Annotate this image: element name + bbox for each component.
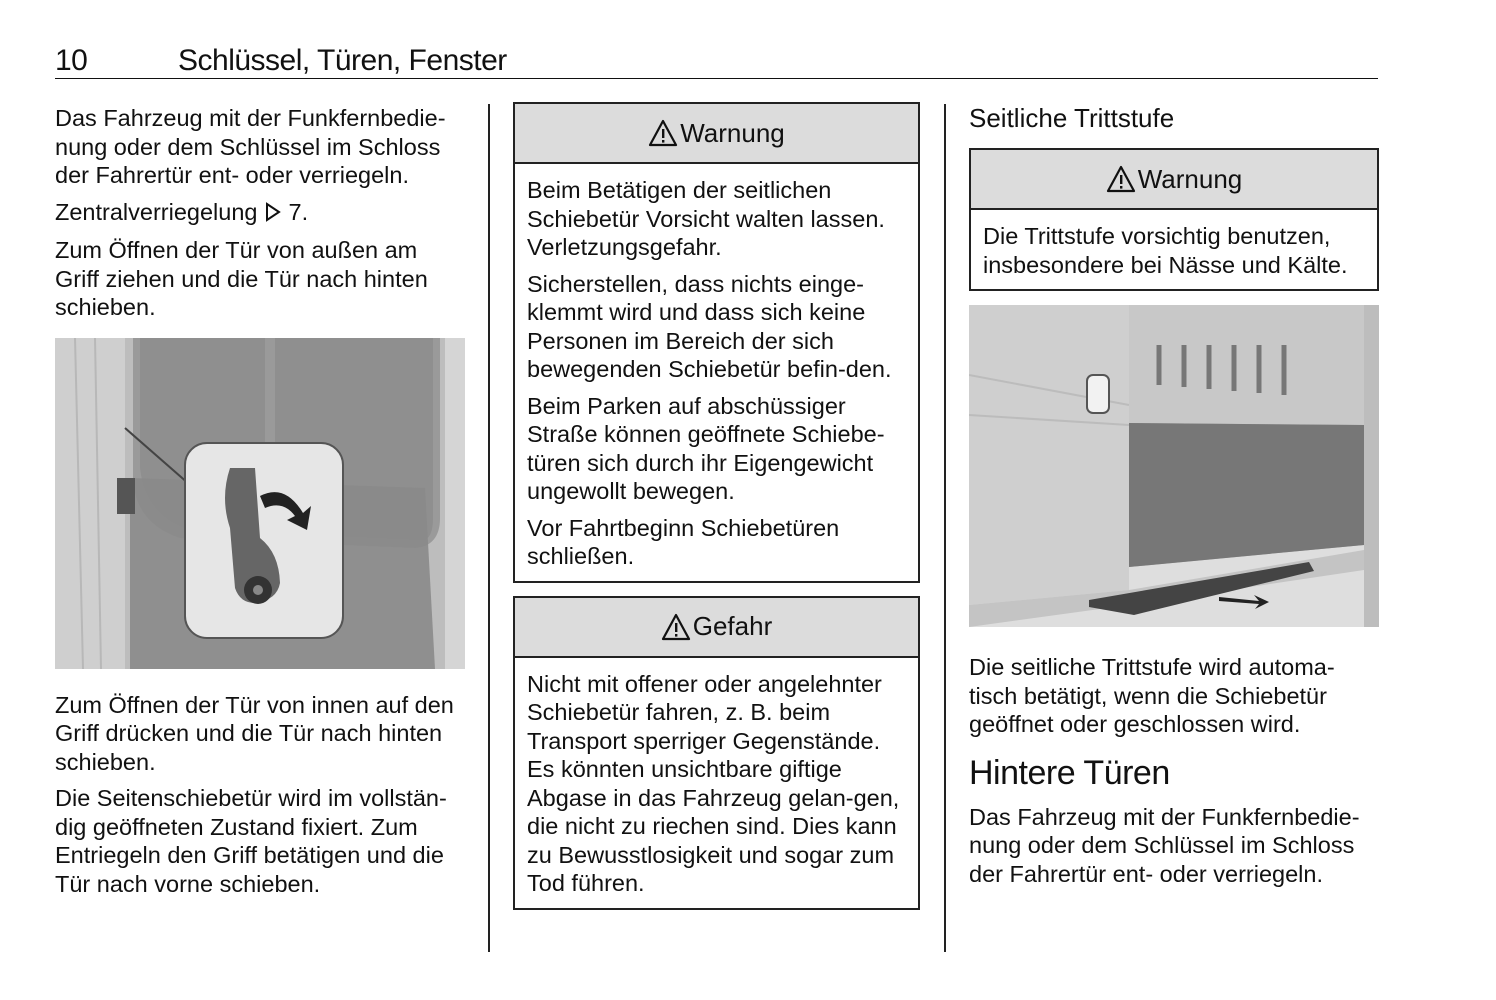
column-middle	[513, 102, 920, 923]
paragraph-fixed-open: Die Seitenschiebetür wird im vollstän-dig geöffneten Zustand fixiert. Zum Entriegeln den Griff betätigen und die Tür nach vorne schieben.	[55, 785, 447, 897]
warning-box-header	[515, 104, 918, 164]
warning-triangle-icon	[1106, 165, 1136, 193]
reference-page-link[interactable]: 7.	[288, 198, 309, 225]
warning-box-body	[971, 210, 1377, 289]
column-right	[969, 102, 1379, 896]
danger-box-header	[515, 598, 918, 658]
warning-box-sliding-door	[513, 102, 920, 583]
warning-triangle-icon	[648, 119, 678, 147]
column-left	[55, 104, 467, 906]
danger-title: Gefahr	[692, 611, 773, 642]
chapter-title: Schlüssel, Türen, Fenster	[178, 44, 507, 77]
danger-box-exhaust	[513, 596, 920, 910]
paragraph-rear-doors: Das Fahrzeug mit der Funkfernbedie-nung oder dem Schlüssel im Schloss der Fahrertür ent- oder verriegeln.	[969, 803, 1360, 887]
sliding-door-handle-illustration	[55, 338, 465, 669]
warning-paragraph-1: Die Trittstufe vorsichtig benutzen, insbesondere bei Nässe und Kälte.	[983, 223, 1348, 278]
paragraph-open-outside: Zum Öffnen der Tür von außen am Griff ziehen und die Tür nach hinten schieben.	[55, 237, 428, 320]
warning-triangle-icon	[661, 613, 691, 641]
warning-paragraph-3: Beim Parken auf abschüssiger Straße können geöffnete Schiebe-türen sich durch ihr Eigengewicht ungewollt bewegen.	[527, 392, 885, 504]
page-header	[55, 42, 1378, 79]
warning-box-body	[515, 164, 918, 581]
warning-title: Warnung	[1137, 163, 1243, 194]
warning-paragraph-4: Vor Fahrtbeginn Schiebetüren schließen.	[527, 514, 840, 569]
page-number: 10	[55, 44, 88, 77]
reference-text: Zentralverriegelung	[55, 198, 258, 225]
warning-title: Warnung	[680, 117, 785, 148]
column-divider-left	[488, 104, 490, 952]
warning-box-side-step	[969, 148, 1379, 291]
column-divider-right	[944, 104, 946, 952]
paragraph-open-inside: Zum Öffnen der Tür von innen auf den Griff drücken und die Tür nach hinten schieben.	[55, 691, 454, 775]
warning-paragraph-2: Sicherstellen, dass nichts einge-klemmt wird und dass sich keine Personen im Bereich der sich bewegenden Schiebetür befin-den.	[527, 270, 892, 382]
warning-paragraph-1: Beim Betätigen der seitlichen Schiebetür Vorsicht walten lassen. Verletzungsgefahr.	[527, 177, 885, 260]
section-heading-rear-doors: Hintere Türen	[969, 753, 1170, 792]
warning-box-header	[971, 150, 1377, 210]
danger-paragraph-1: Nicht mit offener oder angelehnter Schiebetür fahren, z. B. beim Transport sperriger Gegenstände. Es könnten unsichtbare giftige Abgase in das Fahrzeug gelan-gen, die nicht zu riechen sind. Dies kann zu Bewusstlosigkeit und sogar zum Tod führen.	[527, 670, 900, 896]
paragraph-side-step-auto: Die seitliche Trittstufe wird automa-tisch betätigt, wenn die Schiebetür geöffnet oder geschlossen wird.	[969, 654, 1335, 737]
side-step-illustration	[969, 305, 1379, 627]
reference-arrow-icon[interactable]	[264, 200, 282, 229]
paragraph-intro: Das Fahrzeug mit der Funkfernbedie-nung oder dem Schlüssel im Schloss der Fahrertür ent- oder verriegeln.	[55, 105, 446, 188]
paragraph-reference	[55, 198, 467, 229]
subheading-side-step: Seitliche Trittstufe	[969, 103, 1175, 133]
danger-box-body	[515, 658, 918, 908]
